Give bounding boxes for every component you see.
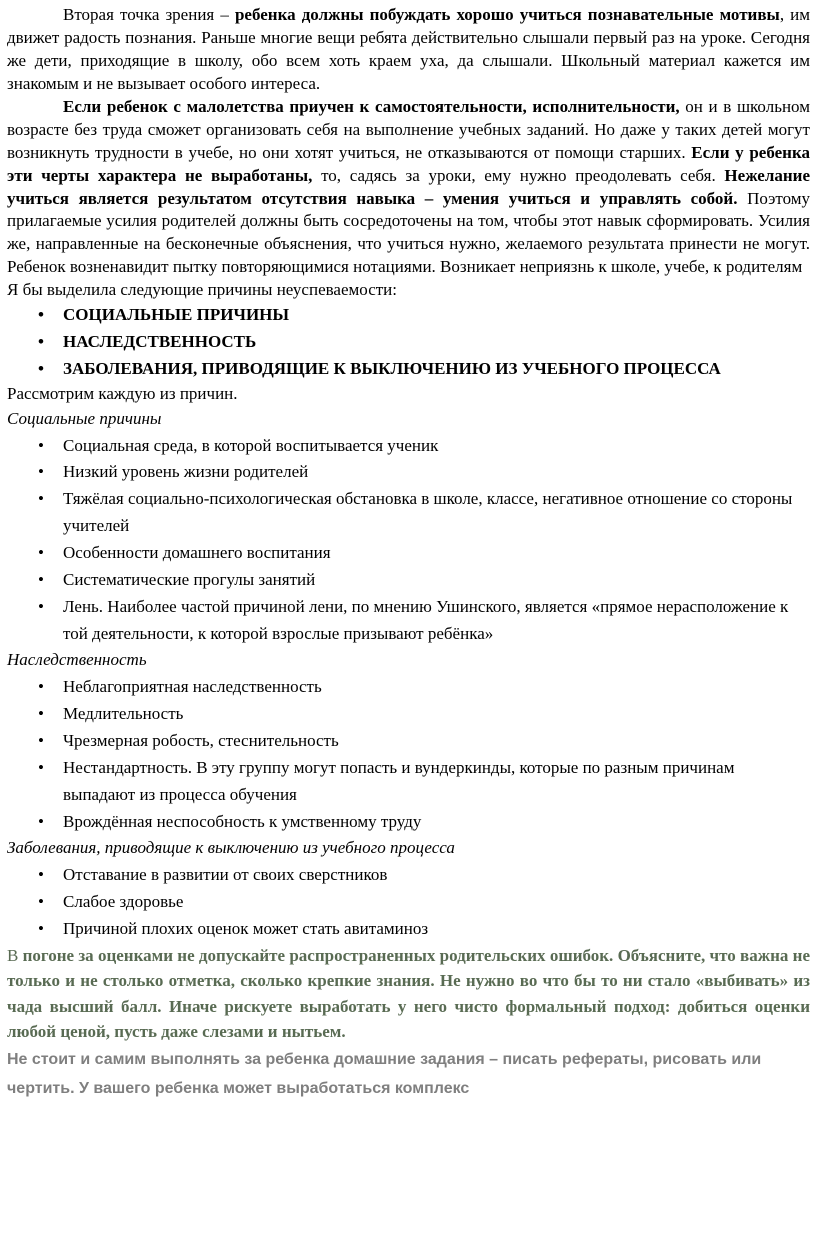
bullet-list bbox=[7, 302, 810, 383]
list-item bbox=[7, 302, 810, 329]
text-run: , им движет радость познания. Раньше многие вещи ребята действительно слышали первый раз на уроке. Сегодня же дети, приходящие в школу, обо всем хоть краем уха, да слышали. Школьный материал кажется им знакомым и не вызывает особого интереса. bbox=[7, 5, 811, 93]
text-run: ребенка должны побуждать хорошо учиться познавательные мотивы bbox=[234, 5, 780, 24]
list-item bbox=[7, 433, 810, 460]
text-run: Вторая точка зрения – bbox=[63, 5, 235, 24]
text-run: он и в школьном возрасте без труда сможет организовать себя на выполнение учебных заданий. Но даже у таких детей могут возникнуть трудности в учебе, но они хотят учиться, не отказываются от помощи старших. bbox=[7, 96, 810, 162]
text-run: Если у ребенка эти черты характера не выработаны, bbox=[7, 142, 810, 185]
text-run: В bbox=[7, 945, 23, 965]
list-item-text: Медлительность bbox=[63, 704, 184, 724]
paragraph bbox=[7, 96, 810, 280]
text-run: Я бы выделила следующие причины неуспеваемости: bbox=[7, 280, 397, 300]
text-run: Заболевания, приводящие к выключению из учебного процесса bbox=[7, 838, 455, 858]
list-item-text: Причиной плохих оценок может стать авитаминоз bbox=[63, 919, 429, 939]
list-item-text: Систематические прогулы занятий bbox=[63, 569, 316, 589]
list-item bbox=[7, 701, 810, 728]
list-item-text: НАСЛЕДСТВЕННОСТЬ bbox=[63, 332, 257, 352]
list-item bbox=[7, 567, 810, 594]
paragraph bbox=[7, 943, 810, 1045]
text-run: то, садясь за уроки, ему нужно преодолевать себя. bbox=[321, 165, 725, 185]
section-heading bbox=[7, 647, 810, 674]
list-item-text: СОЦИАЛЬНЫЕ ПРИЧИНЫ bbox=[63, 305, 290, 325]
list-item bbox=[7, 728, 810, 755]
list-item-text: Социальная среда, в которой воспитывается ученик bbox=[63, 435, 439, 455]
paragraph bbox=[7, 383, 810, 406]
list-item bbox=[7, 862, 810, 889]
list-item-text: Особенности домашнего воспитания bbox=[63, 543, 331, 562]
list-item-text: Чрезмерная робость, стеснительность bbox=[63, 731, 339, 751]
text-run: Если ребенок с малолетства приучен к самостоятельности, исполнительности, bbox=[63, 96, 686, 116]
list-item bbox=[7, 329, 810, 356]
bullet-list bbox=[7, 862, 810, 943]
list-item-text: ЗАБОЛЕВАНИЯ, ПРИВОДЯЩИЕ К ВЫКЛЮЧЕНИЮ ИЗ УЧЕБНОГО ПРОЦЕССА bbox=[63, 358, 721, 378]
list-item bbox=[7, 916, 810, 943]
text-run: Нежелание учиться является результатом отсутствия навыка – умения учиться и управлять собой. bbox=[7, 165, 811, 208]
list-item bbox=[7, 356, 810, 383]
list-item-text: Отставание в развитии от своих сверстников bbox=[63, 865, 388, 885]
text-run: погоне за оценками не допускайте распространенных родительских ошибок. Объясните, что важна не только и не столько отметка, сколько крепкие знания. Не нужно во что бы то ни стало «выбивать» из чада высший балл. Иначе рискуете выработать у него чисто формальный подход: добиться оценки любой ценой, пусть даже слезами и нытьем. bbox=[7, 945, 810, 1042]
text-run: Рассмотрим каждую из причин. bbox=[7, 383, 238, 403]
list-item bbox=[7, 809, 810, 836]
list-item-text: Тяжёлая социально-психологическая обстановка в школе, классе, негативное отношение со стороны учителей bbox=[63, 489, 793, 536]
text-run: Наследственность bbox=[7, 650, 147, 670]
text-run: Не стоит и самим выполнять за ребенка домашние задания – писать рефераты, рисовать или чертить. У вашего ребенка может выработаться комплекс bbox=[7, 1050, 762, 1098]
list-item bbox=[7, 486, 810, 540]
list-item-text: Лень. Наиболее частой причиной лени, по мнению Ушинского, является «прямое нерасположение к той деятельности, к которой взрослые призывают ребёнка» bbox=[63, 596, 789, 643]
list-item bbox=[7, 594, 810, 648]
section-heading bbox=[7, 835, 810, 862]
section-heading bbox=[7, 406, 810, 433]
list-item-text: Слабое здоровье bbox=[63, 892, 184, 912]
list-item bbox=[7, 540, 810, 567]
paragraph bbox=[7, 279, 810, 302]
list-item-text: Неблагоприятная наследственность bbox=[63, 677, 322, 697]
list-item-text: Нестандартность. В эту группу могут попасть и вундеркинды, которые по разным причинам выпадают из процесса обучения bbox=[63, 757, 735, 804]
list-item bbox=[7, 674, 810, 701]
text-run: Поэтому прилагаемые усилия родителей должны быть сосредоточены на том, чтобы этот навык сформировать. Усилия же, направленные на бесконечные объяснения, что учиться нужно, желаемого результата принести не могут. Ребенок возненавидит пытку повторяющимися нотациями. Возникает неприязнь к школе, учебе, к родителям bbox=[7, 188, 810, 277]
bullet-list bbox=[7, 674, 810, 835]
bullet-list bbox=[7, 433, 810, 648]
list-item bbox=[7, 755, 810, 809]
paragraph bbox=[7, 4, 810, 96]
text-run: Социальные причины bbox=[7, 408, 162, 428]
list-item-text: Врождённая неспособность к умственному труду bbox=[63, 811, 422, 831]
list-item-text: Низкий уровень жизни родителей bbox=[63, 462, 309, 482]
list-item bbox=[7, 459, 810, 486]
paragraph bbox=[7, 1045, 810, 1104]
list-item bbox=[7, 889, 810, 916]
document-content bbox=[7, 4, 810, 1104]
